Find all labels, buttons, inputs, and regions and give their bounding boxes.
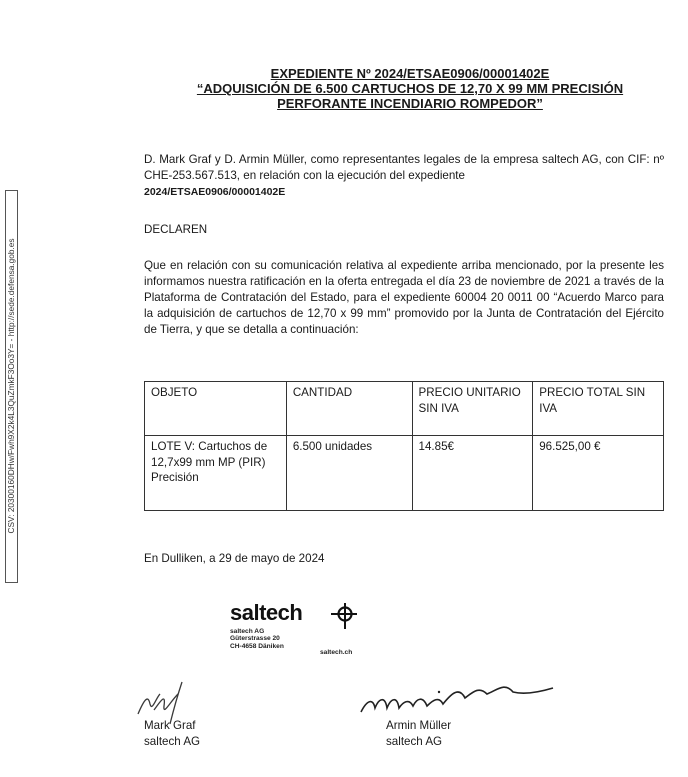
company-city: CH-4658 Däniken <box>230 642 284 650</box>
cell-objeto: LOTE V: Cartuchos de 12,7x99 mm MP (PIR) Precisión <box>145 436 287 511</box>
signer-mark-graf <box>144 718 200 750</box>
cell-precio-unitario: 14.85€ <box>412 436 533 511</box>
header-cantidad: CANTIDAD <box>286 382 412 436</box>
company-logo-text: saltech <box>230 600 303 625</box>
signer-company: saltech AG <box>144 735 201 748</box>
cell-cantidad: 6.500 unidades <box>286 436 412 511</box>
intro-text: D. Mark Graf y D. Armin Müller, como representantes legales de la empresa saltech AG, con CIF: nº CHE-253.567.513, en relación con la ejecución del expediente <box>144 153 664 182</box>
header-objeto: OBJETO <box>145 382 287 436</box>
table-header-row <box>145 382 664 436</box>
csv-verification-code: CSV: 20300160DHw/Fwh9X2k4L3QuZmkF3Oo3Y= - http://sede.defensa.gob.es <box>6 238 16 534</box>
heading-title-line1: “ADQUISICIÓN DE 6.500 CARTUCHOS DE 12,70 X 99 MM PRECISIÓN <box>196 81 624 96</box>
armin-muller-signature <box>355 672 565 722</box>
table-row <box>145 436 664 511</box>
intro-expediente: 2024/ETSAE0906/00001402E <box>144 186 286 198</box>
crosshair-logo-icon <box>331 603 357 629</box>
company-website: saltech.ch <box>320 649 353 656</box>
signer-name: Armin Müller <box>386 719 452 732</box>
company-stamp <box>230 602 380 662</box>
place-date: En Dulliken, a 29 de mayo de 2024 <box>144 552 325 565</box>
heading-title-line2: PERFORANTE INCENDIARIO ROMPEDOR” <box>277 96 543 111</box>
intro-paragraph <box>144 152 664 200</box>
cell-precio-total: 96.525,00 € <box>533 436 664 511</box>
header-precio-unitario: PRECIO UNITARIO SIN IVA <box>412 382 533 436</box>
body-paragraph: Que en relación con su comunicación relativa al expediente arriba mencionado, por la presente les informamos nuestra ratificación en la oferta entregada el día 23 de noviembre de 2021 a través de la Plataforma de Contratación del Estado, para el expediente 60004 20 0011 00 “Acuerdo Marco para la adquisición de cartuchos de 12,70 x 99 mm” promovido por la Junta de Contratación del Ejército de Tierra, y que se detalla a continuación: <box>144 259 664 336</box>
declaren-label: DECLAREN <box>144 223 208 236</box>
company-name: saltech AG <box>230 628 265 635</box>
offer-table <box>144 381 664 511</box>
signer-armin-muller <box>386 718 451 750</box>
heading-expediente: EXPEDIENTE Nº 2024/ETSAE0906/00001402E <box>270 66 550 81</box>
header-precio-total: PRECIO TOTAL SIN IVA <box>533 382 664 436</box>
document-heading <box>150 66 670 111</box>
signer-name: Mark Graf <box>144 719 196 732</box>
company-address <box>230 628 380 650</box>
signer-company: saltech AG <box>386 735 443 748</box>
company-street: Güterstrasse 20 <box>230 635 280 643</box>
